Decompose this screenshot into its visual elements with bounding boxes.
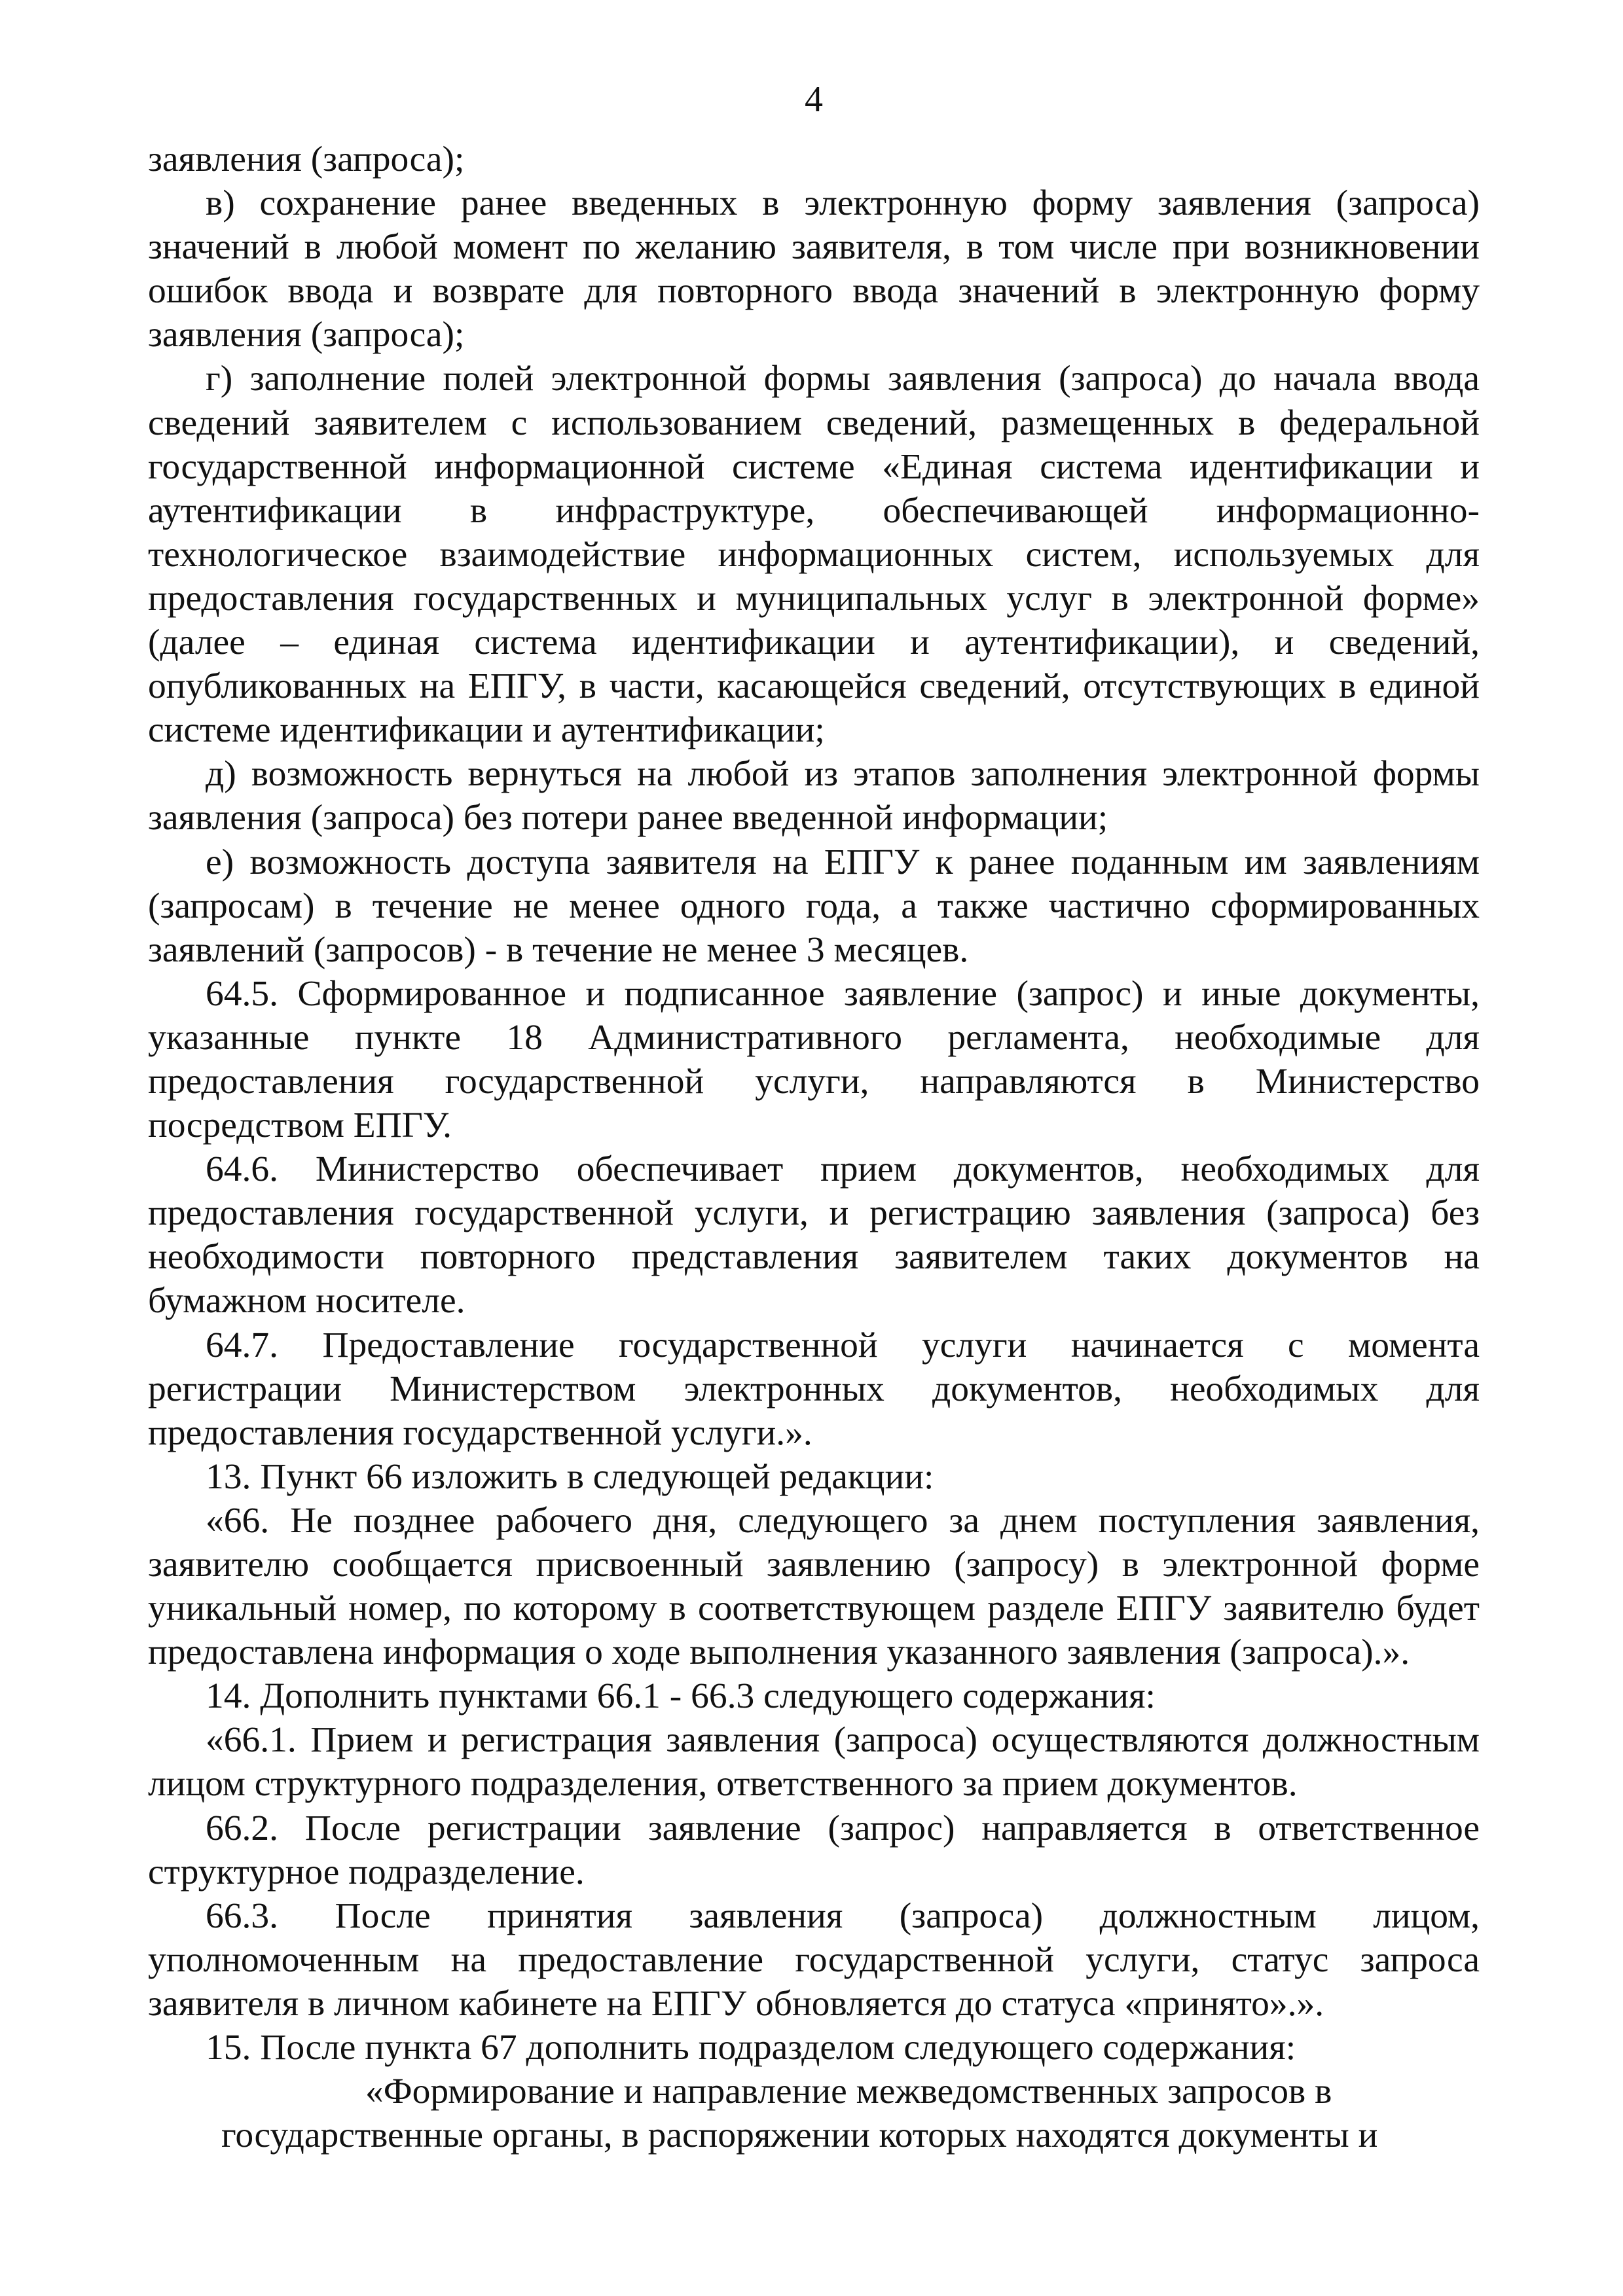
text-line: предоставлена информация о ходе выполнения указанного заявления (запроса).». — [148, 1632, 1410, 1673]
text-line: 14. Дополнить пунктами 66.1 - 66.3 следующего содержания: — [206, 1676, 1156, 1717]
text-line: посредством ЕПГУ. — [148, 1105, 452, 1146]
text-line: указанные пункте 18 Административного регламента, необходимые для — [148, 1017, 1480, 1058]
text-line: «66. Не позднее рабочего дня, следующего за днем поступления заявления, — [206, 1500, 1480, 1541]
text-line: лицом структурного подразделения, ответственного за прием документов. — [148, 1764, 1298, 1804]
text-line: (запросам) в течение не менее одного года, а также частично сформированных — [148, 886, 1480, 926]
text-line: 64.5. Сформированное и подписанное заявление (запрос) и иные документы, — [206, 973, 1480, 1014]
text-line: уникальный номер, по которому в соответствующем разделе ЕПГУ заявителю будет — [148, 1588, 1480, 1629]
text-line: заявления (запроса); — [148, 139, 465, 179]
text-line: предоставления государственной услуги.». — [148, 1412, 812, 1453]
text-line: д) возможность вернуться на любой из этапов заполнения электронной формы — [206, 754, 1480, 795]
text-line: предоставления государственной услуги, и регистрацию заявления (запроса) без — [148, 1193, 1480, 1234]
section-heading-line: государственные органы, в распоряжении которых находятся документы и — [221, 2115, 1378, 2156]
text-line: аутентификации в инфраструктуре, обеспечивающей информационно- — [148, 490, 1480, 531]
text-line: заявления (запроса); — [148, 315, 465, 355]
text-line: е) возможность доступа заявителя на ЕПГУ к ранее поданным им заявлениям — [206, 842, 1480, 882]
text-line: заявлений (запросов) - в течение не менее 3 месяцев. — [148, 929, 969, 970]
text-line: 64.6. Министерство обеспечивает прием документов, необходимых для — [206, 1149, 1480, 1190]
text-line: уполномоченным на предоставление государственной услуги, статус запроса — [148, 1939, 1480, 1980]
text-line: опубликованных на ЕПГУ, в части, касающейся сведений, отсутствующих в единой — [148, 666, 1480, 707]
text-line: заявителя в личном кабинете на ЕПГУ обновляется до статуса «принято».». — [148, 1983, 1324, 2024]
text-line: (далее – единая система идентификации и аутентификации), и сведений, — [148, 622, 1480, 663]
text-line: в) сохранение ранее введенных в электронную форму заявления (запроса) — [206, 183, 1480, 224]
section-heading-line: «Формирование и направление межведомственных запросов в — [365, 2072, 1332, 2112]
text-line: предоставления государственной услуги, направляются в Министерство — [148, 1061, 1480, 1102]
text-line: заявления (запроса) без потери ранее введенной информации; — [148, 798, 1108, 838]
text-line: регистрации Министерством электронных документов, необходимых для — [148, 1369, 1480, 1409]
text-line: 66.3. После принятия заявления (запроса) должностным лицом, — [206, 1895, 1480, 1936]
text-line: 15. После пункта 67 дополнить подразделом следующего содержания: — [206, 2028, 1296, 2068]
text-line: «66.1. Прием и регистрация заявления (запроса) осуществляются должностным — [206, 1720, 1480, 1761]
text-line: бумажном носителе. — [148, 1281, 465, 1321]
text-line: значений в любой момент по желанию заявителя, в том числе при возникновении — [148, 227, 1480, 268]
page-number: 4 — [805, 79, 823, 120]
text-line: предоставления государственных и муниципальных услуг в электронной форме» — [148, 578, 1480, 619]
text-line: структурное подразделение. — [148, 1852, 585, 1892]
text-line: технологическое взаимодействие информационных систем, используемых для — [148, 534, 1480, 575]
text-line: системе идентификации и аутентификации; — [148, 710, 825, 751]
text-line: 66.2. После регистрации заявление (запрос) направляется в ответственное — [206, 1808, 1480, 1848]
text-line: необходимости повторного представления заявителем таких документов на — [148, 1237, 1480, 1278]
text-line: ошибок ввода и возврате для повторного ввода значений в электронную форму — [148, 271, 1480, 312]
text-line: заявителю сообщается присвоенный заявлению (запросу) в электронной форме — [148, 1545, 1480, 1585]
text-line: 13. Пункт 66 изложить в следующей редакции: — [206, 1456, 934, 1497]
text-line: 64.7. Предоставление государственной услуги начинается с момента — [206, 1325, 1480, 1365]
text-line: г) заполнение полей электронной формы заявления (запроса) до начала ввода — [206, 359, 1480, 399]
text-line: государственной информационной системе «Единая система идентификации и — [148, 446, 1480, 487]
document-body — [148, 137, 1480, 2157]
text-line: сведений заявителем с использованием сведений, размещенных в федеральной — [148, 403, 1480, 443]
